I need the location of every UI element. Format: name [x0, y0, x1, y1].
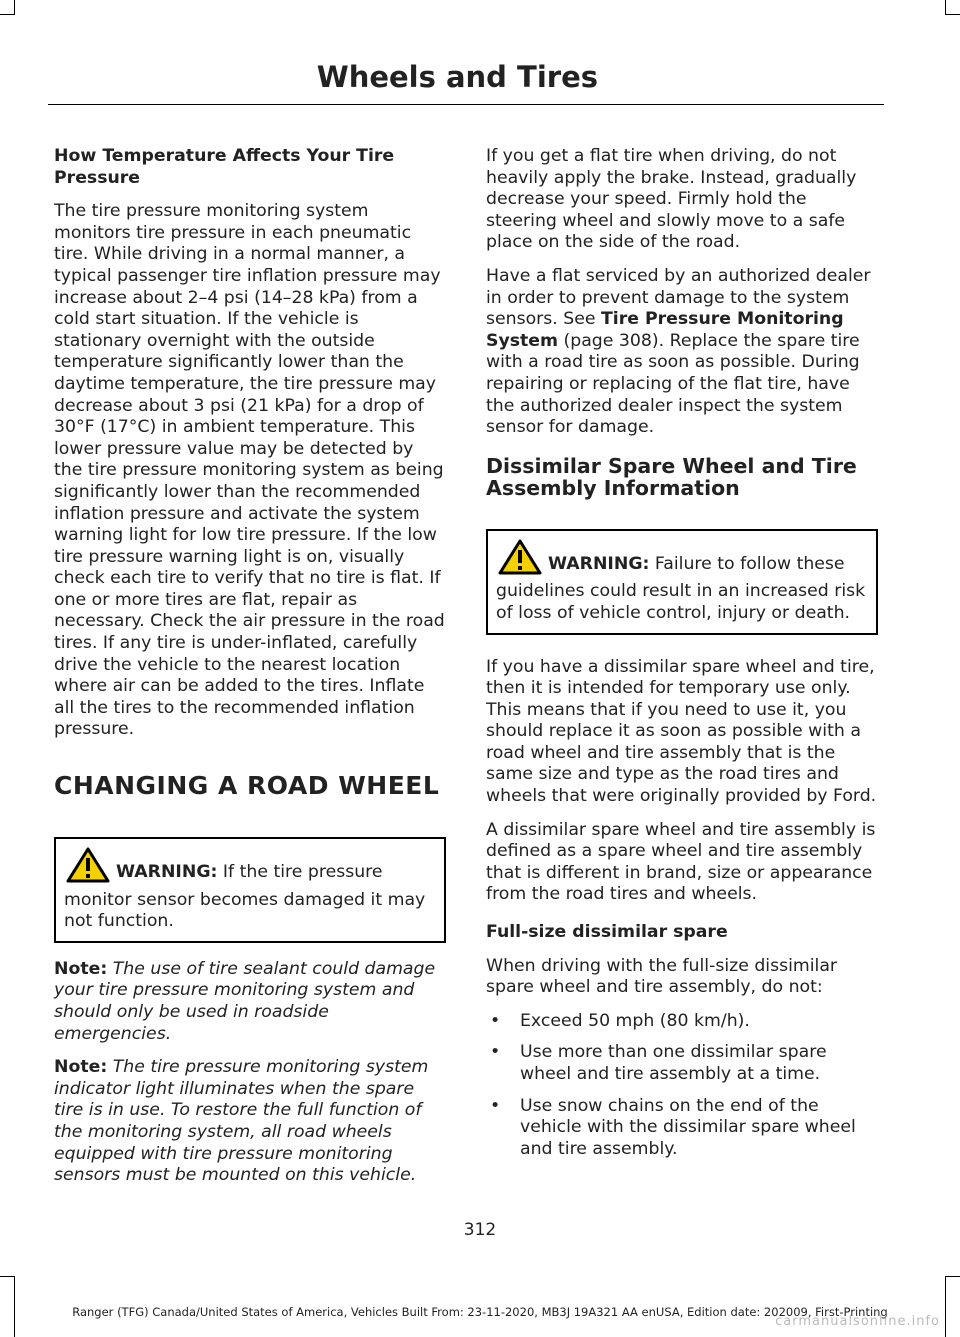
header-divider: [48, 104, 884, 105]
warning-triangle-icon: [66, 847, 110, 890]
list-item-text: Use more than one dissimilar spare wheel and tire assembly at a time.: [520, 1042, 827, 1084]
left-column: [54, 146, 446, 1199]
warning-text: If the tire pressure monitor sensor becomes damaged it may not function.: [64, 862, 426, 932]
note-text: The tire pressure monitoring system indicator light illuminates when the spare tire is in use. To restore the full function of the monitoring system, all road wheels equipped with tire pressure monitoring sensors must be mounted on this vehicle.: [54, 1057, 429, 1186]
note-text: The use of tire sealant could damage your tire pressure monitoring system and should only be used in roadside emergencies.: [54, 958, 436, 1044]
dissimilar-spare-heading: Dissimilar Spare Wheel and Tire Assembly Information: [486, 453, 857, 500]
list-item: [486, 1042, 878, 1085]
warning-box-guidelines: [486, 529, 878, 635]
footer-edition-info: Ranger (TFG) Canada/United States of America, Vehicles Built From: 23-11-2020, MB3J 19A321 AA enUSA, Edition date: 202009, First-Printing: [72, 1305, 888, 1319]
list-item: [486, 1096, 878, 1161]
service-text: Have a flat serviced by an authorized dealer in order to prevent damage to the system sensors. See: [486, 265, 871, 330]
page-number: 312: [463, 1220, 497, 1240]
watermark: carmanualsonline.info: [775, 1314, 940, 1329]
flat-tire-paragraph: If you get a flat tire when driving, do not heavily apply the brake. Instead, gradually decrease your speed. Firmly hold the steering wheel and slowly move to a safe place on the side of the road.: [486, 146, 857, 253]
note-indicator-light: [54, 1057, 446, 1187]
crop-mark-top-right: [945, 0, 960, 15]
temperature-paragraph: The tire pressure monitoring system monitors tire pressure in each pneumatic tire. While driving in a normal manner, a typical passenger tire inflation pressure may increase about 2–4 psi (14–28 kPa) from a cold start situation. If the vehicle is stationary overnight with the outside temperature significantly lower than the daytime temperature, the tire pressure may decrease about 3 psi (21 kPa) for a drop of 30°F (17°C) in ambient temperature. This lower pressure value may be detected by the tire pressure monitoring system as being significantly lower than the recommended inflation pressure and activate the system warning light for low tire pressure. If the low tire pressure warning light is on, visually check each tire to verify that no tire is flat. If one or more tires are flat, repair as necessary. Check the air pressure in the road tires. If any tire is under-inflated, carefully drive the vehicle to the nearest location where air can be added to the tires. Inflate all the tires to the recommended inflation pressure.: [54, 201, 445, 740]
warning-text: Failure to follow these guidelines could result in an increased risk of loss of vehicle control, injury or death.: [496, 553, 866, 623]
crop-mark-top-left: [0, 0, 15, 15]
note-sealant: [54, 959, 446, 1045]
service-paragraph: [486, 266, 878, 439]
definition-paragraph: A dissimilar spare wheel and tire assembly is defined as a spare wheel and tire assembly that is different in brand, size or appearance from the road tires and wheels.: [486, 819, 876, 905]
full-size-spare-paragraph: When driving with the full-size dissimilar spare wheel and tire assembly, do not:: [486, 955, 838, 998]
bullet: •: [490, 1010, 501, 1031]
note-label: Note:: [54, 1057, 108, 1078]
warning-triangle-icon: [498, 539, 542, 582]
temperature-heading: How Temperature Affects Your Tire Pressure: [54, 146, 395, 188]
page-title: Wheels and Tires: [316, 60, 598, 94]
warning-box-sensor: [54, 837, 446, 943]
full-size-spare-heading: Full-size dissimilar spare: [486, 922, 728, 943]
warning-label: WARNING:: [548, 553, 650, 574]
list-item-text: Exceed 50 mph (80 km/h).: [520, 1010, 750, 1031]
list-item: [486, 1011, 878, 1033]
right-column: [486, 146, 878, 1170]
list-item-text: Use snow chains on the end of the vehicle with the dissimilar spare wheel and tire assembly.: [520, 1095, 856, 1159]
do-not-list: [486, 1011, 878, 1161]
bullet: •: [490, 1042, 501, 1063]
changing-road-wheel-heading: CHANGING A ROAD WHEEL: [54, 771, 440, 801]
bullet: •: [490, 1095, 501, 1116]
note-label: Note:: [54, 958, 108, 979]
dissimilar-paragraph: If you have a dissimilar spare wheel and tire, then it is intended for temporary use only. This means that if you need to use it, you should replace it as soon as possible with a road wheel and tire assembly that is the same size and type as the road tires and wheels that were originally provided by Ford.: [486, 656, 877, 807]
tpms-reference-link[interactable]: Tire Pressure Monitoring System: [486, 309, 844, 351]
warning-label: WARNING:: [116, 862, 218, 883]
service-text-end: (page 308). Replace the spare tire with a road tire as soon as possible. During repairing or replacing of the flat tire, have the authorized dealer inspect the system sensor for damage.: [486, 330, 860, 438]
